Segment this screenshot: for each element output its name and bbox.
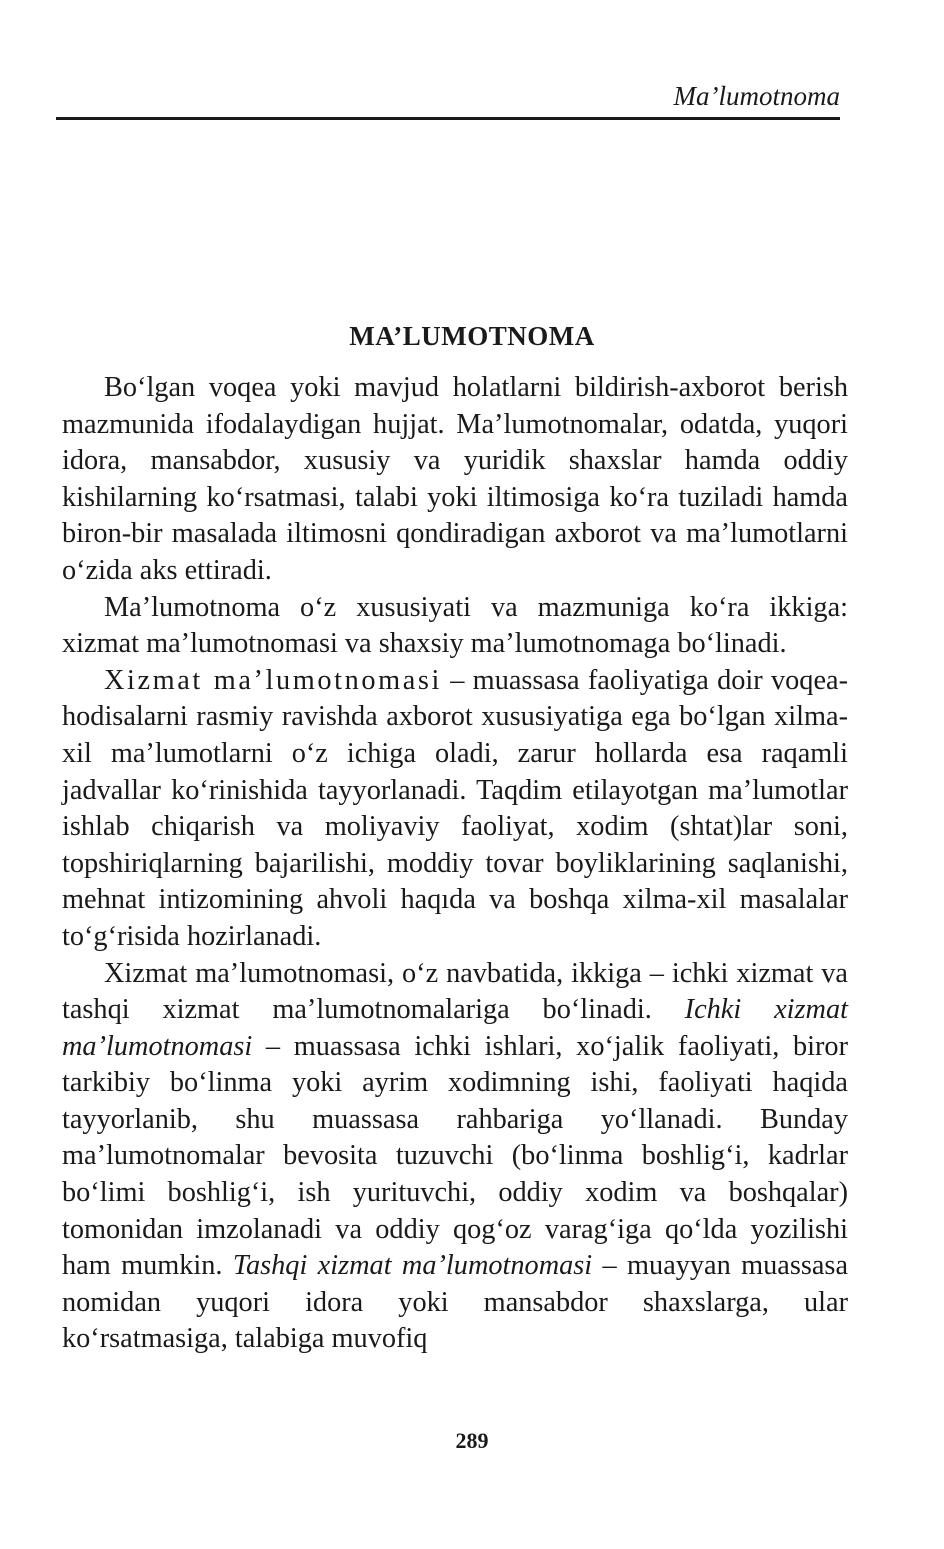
paragraph-4-part-e: – muayyan muassasa nomidan yuqori idora yoki mansabdor shaxslarga, ular ko‘rsatmasiga, talabiga muvofiq [62, 1250, 849, 1355]
italic-term-internal: Ichki xizmat ma’lumotnomasi [62, 994, 848, 1062]
paragraph-4-part-c: – muassasa ichki ishlari, xo‘jalik faoliyati, biror tarkibiy bo‘linma yoki ayrim xodimning ishi, faoliyati haqida tayyorlanib, shu muassasa rahbariga yo‘llanadi. Bunday ma’lumotnomalar bevosita tuzuvchi (bo‘linma boshlig‘i, kadrlar bo‘limi boshlig‘i, ish yurituvchi, oddiy xodim va boshqalar) tomonidan imzolanadi va oddiy qog‘oz varag‘iga qo‘lda yozilishi ham mumkin. [62, 1030, 848, 1282]
page-number: 289 [455, 1428, 489, 1453]
running-header [56, 78, 840, 114]
paragraph-4-part-a: Xizmat ma’lumotnomasi, o‘z navbatida, ikkiga – ichki xizmat va tashqi xizmat ma’lumotnomalariga bo‘linadi. [62, 957, 848, 1026]
paragraph-4 [62, 956, 848, 1359]
header-rule [56, 117, 840, 120]
paragraph-2: Ma’lumotnoma o‘z xususiyati va mazmuniga ko‘ra ikkiga: xizmat ma’lumotnomasi va shaxsiy ma’lumotnomaga bo‘linadi. [62, 591, 848, 660]
spaced-term: Xizmat ma’lumotnomasi [104, 664, 442, 696]
paragraph-1: Bo‘lgan voqea yoki mavjud holatlarni bildirish-axborot berish mazmunida ifodalaydigan hujjat. Ma’lumotnomalar, odatda, yuqori idora, mansabdor, xususiy va yuridik shaxslar hamda oddiy kishilarning ko‘rsatmasi, talabi yoki iltimosiga ko‘ra tuziladi hamda biron-bir masalada iltimosni qondiradigan axborot va ma’lumotlarni o‘zida aks ettiradi. [62, 372, 848, 586]
italic-term-external: Tashqi xizmat ma’lumotnomasi [232, 1250, 593, 1282]
paragraph-3 [62, 663, 848, 956]
section-title: MA’LUMOTNOMA [349, 321, 595, 351]
body-text [62, 370, 848, 1358]
running-header-title: Ma’lumotnoma [673, 81, 840, 111]
paragraph-3-text: – muassasa faoliyatiga doir voqea-hodisalarni rasmiy ravishda axborot xususiyatiga ega bo‘lgan xilma-xil ma’lumotlarni o‘z ichiga oladi, zarur hollarda esa raqamli jadvallar ko‘rinishida tayyorlanadi. Taqdim etilayotgan ma’lumotlar ishlab chiqarish va moliyaviy faoliyat, xodim (shtat)lar soni, topshiriqlarning bajarilishi, moddiy tovar boyliklarining saqlanishi, mehnat intizomining ahvoli haqıda va boshqa xilma-xil masalalar to‘g‘risida hozirlanadi. [62, 664, 848, 952]
